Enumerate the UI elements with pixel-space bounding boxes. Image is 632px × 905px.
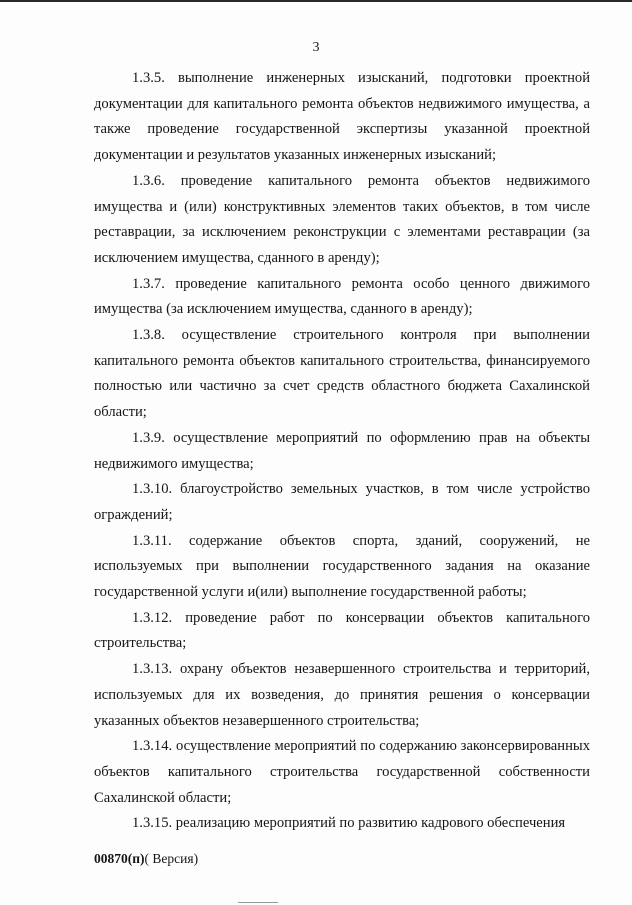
paragraph-1-3-14: 1.3.14. осуществление мероприятий по содержанию законсервированных объектов капитального строительства государственной собственности Сахалинской области; <box>94 738 590 806</box>
paragraph-1-3-7: 1.3.7. проведение капитального ремонта особо ценного движимого имущества (за исключением имущества, сданного в аренду); <box>94 275 590 318</box>
page-number: 3 <box>312 40 320 55</box>
bottom-edge-mark <box>238 902 278 903</box>
paragraph-1-3-5: 1.3.5. выполнение инженерных изысканий, подготовки проектной документации для капитального ремонта объектов недвижимого имущества, а также проведение государственной экспертизы указанной проектной документации и результатов указанных инженерных изысканий; <box>94 70 590 164</box>
paragraph-1-3-15: 1.3.15. реализацию мероприятий по развитию кадрового обеспечения <box>132 815 566 832</box>
paragraph-1-3-10: 1.3.10. благоустройство земельных участков, в том числе устройство ограждений; <box>94 481 590 523</box>
document-body <box>94 66 590 837</box>
document-footer <box>94 851 198 867</box>
document-version: ( Версия) <box>144 851 199 866</box>
paragraph-1-3-9: 1.3.9. осуществление мероприятий по оформлению прав на объекты недвижимого имущества; <box>94 429 590 472</box>
top-edge-line <box>0 0 632 2</box>
paragraph-1-3-13: 1.3.13. охрану объектов незавершенного строительства и территорий, используемых для их возведения, до принятия решения о консервации указанных объектов незавершенного строительства; <box>94 661 590 729</box>
paragraph-1-3-6: 1.3.6. проведение капитального ремонта объектов недвижимого имущества и (или) конструктивных элементов таких объектов, в том числе реставрации, за исключением реконструкции с элементами реставрации (за исключением имущества, сданного в аренду); <box>94 172 590 266</box>
document-code: 00870(п) <box>94 851 145 866</box>
paragraph-1-3-12: 1.3.12. проведение работ по консервации объектов капитального строительства; <box>94 609 590 652</box>
paragraph-1-3-11: 1.3.11. содержание объектов спорта, зданий, сооружений, не используемых при выполнении государственного задания на оказание государственной услуги и(или) выполнение государственной работы; <box>94 532 590 601</box>
paragraph-1-3-8: 1.3.8. осуществление строительного контроля при выполнении капитального ремонта объектов капитального строительства, финансируемого полностью или частично за счет средств областного бюджета Сахалинской области; <box>94 327 590 421</box>
